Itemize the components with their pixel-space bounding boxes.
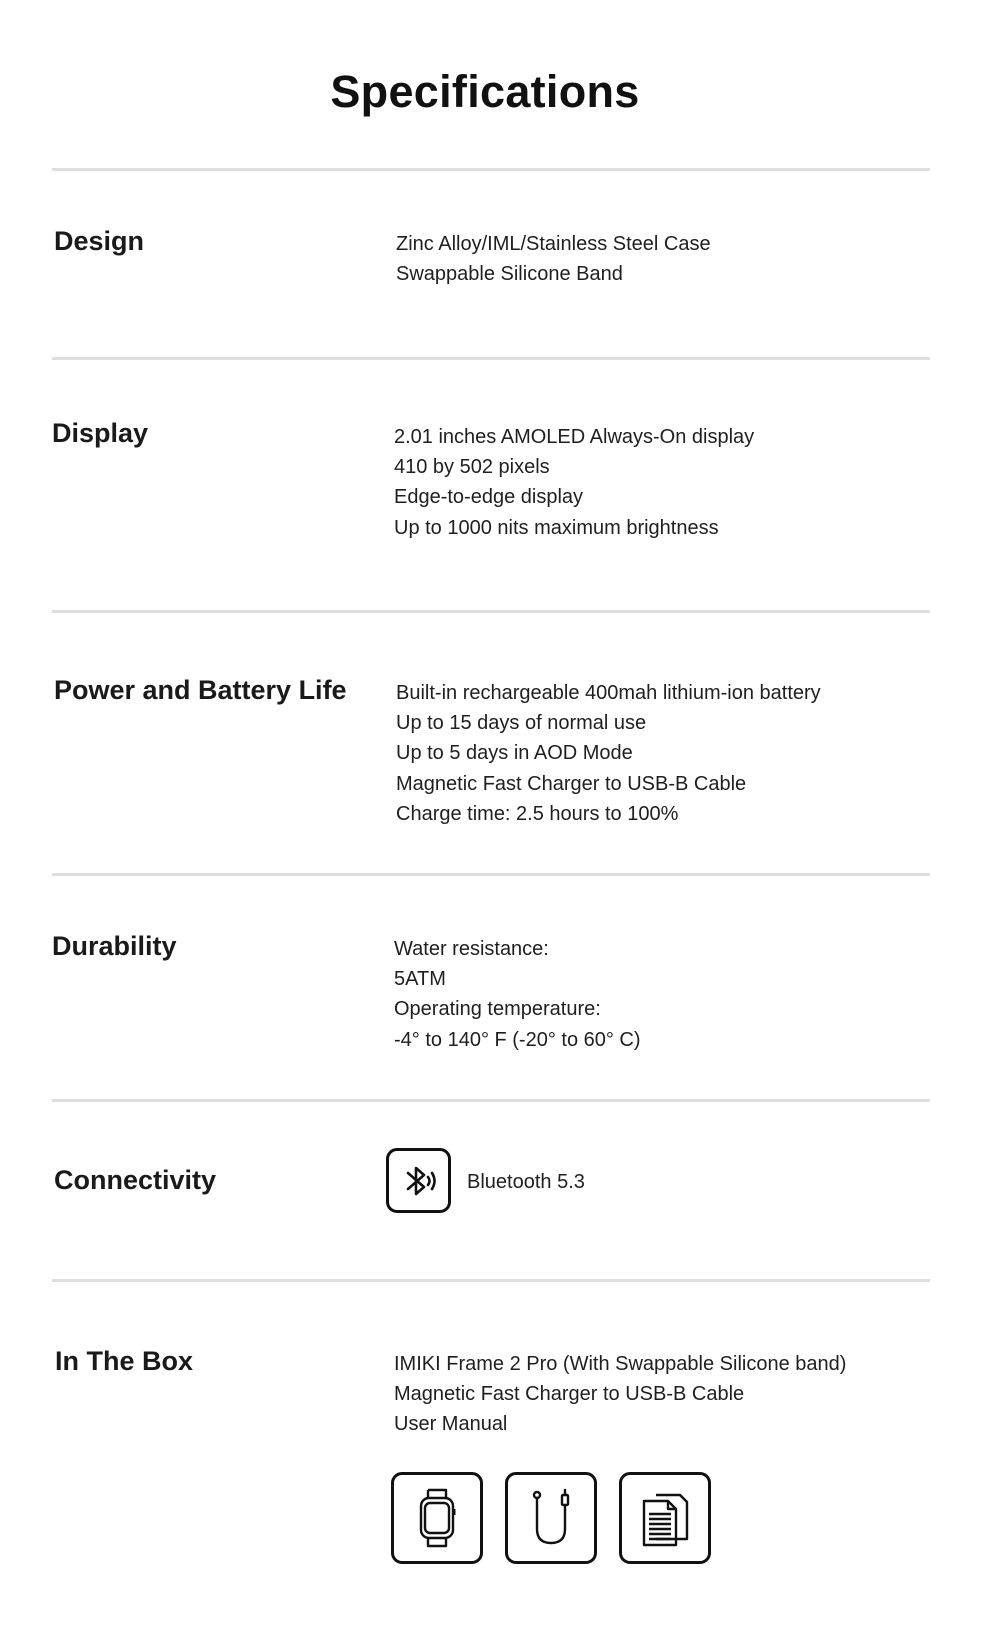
charging-cable-icon	[505, 1472, 597, 1564]
spec-line: 410 by 502 pixels	[394, 456, 550, 479]
divider	[52, 873, 930, 876]
divider	[52, 357, 930, 360]
spec-line: Up to 15 days of normal use	[396, 712, 647, 735]
spec-line: Edge-to-edge display	[394, 486, 584, 509]
spec-line: Water resistance:	[394, 938, 549, 960]
spec-line: Built-in rechargeable 400mah lithium-ion battery	[396, 682, 821, 704]
section-label-durability: Durability	[52, 931, 177, 961]
design-specs	[396, 229, 711, 289]
spec-line: Up to 5 days in AOD Mode	[396, 742, 633, 765]
divider	[52, 1279, 930, 1282]
spec-line: Magnetic Fast Charger to USB-B Cable	[396, 772, 747, 795]
bluetooth-icon	[386, 1148, 451, 1213]
spec-line: 5ATM	[394, 968, 446, 991]
spec-line: Zinc Alloy/IML/Stainless Steel Case	[396, 233, 711, 255]
section-label-display: Display	[52, 418, 149, 448]
spec-line: -4° to 140° F (-20° to 60° C)	[394, 1028, 641, 1051]
spec-line: Up to 1000 nits maximum brightness	[394, 516, 719, 539]
display-specs	[394, 422, 754, 543]
user-manual-icon	[619, 1472, 711, 1564]
section-label-connectivity: Connectivity	[54, 1165, 217, 1195]
box-contents	[394, 1349, 846, 1440]
bluetooth-version: Bluetooth 5.3	[467, 1171, 585, 1193]
page-title: Specifications	[330, 66, 640, 117]
section-label-power: Power and Battery Life	[54, 675, 347, 705]
section-label-in-the-box: In The Box	[55, 1346, 194, 1376]
spec-line: Operating temperature:	[394, 998, 601, 1021]
durability-specs	[394, 934, 641, 1055]
spec-line: 2.01 inches AMOLED Always-On display	[394, 426, 755, 448]
box-item: Magnetic Fast Charger to USB-B Cable	[394, 1383, 745, 1406]
power-specs	[396, 678, 821, 829]
spec-line: Charge time: 2.5 hours to 100%	[396, 802, 679, 825]
spec-line: Swappable Silicone Band	[396, 263, 623, 286]
divider	[52, 1099, 930, 1102]
divider	[52, 168, 930, 171]
box-item: User Manual	[394, 1413, 508, 1436]
divider	[52, 610, 930, 613]
section-label-design: Design	[54, 226, 145, 256]
smartwatch-icon	[391, 1472, 483, 1564]
box-item: IMIKI Frame 2 Pro (With Swappable Silicone band)	[394, 1353, 847, 1375]
